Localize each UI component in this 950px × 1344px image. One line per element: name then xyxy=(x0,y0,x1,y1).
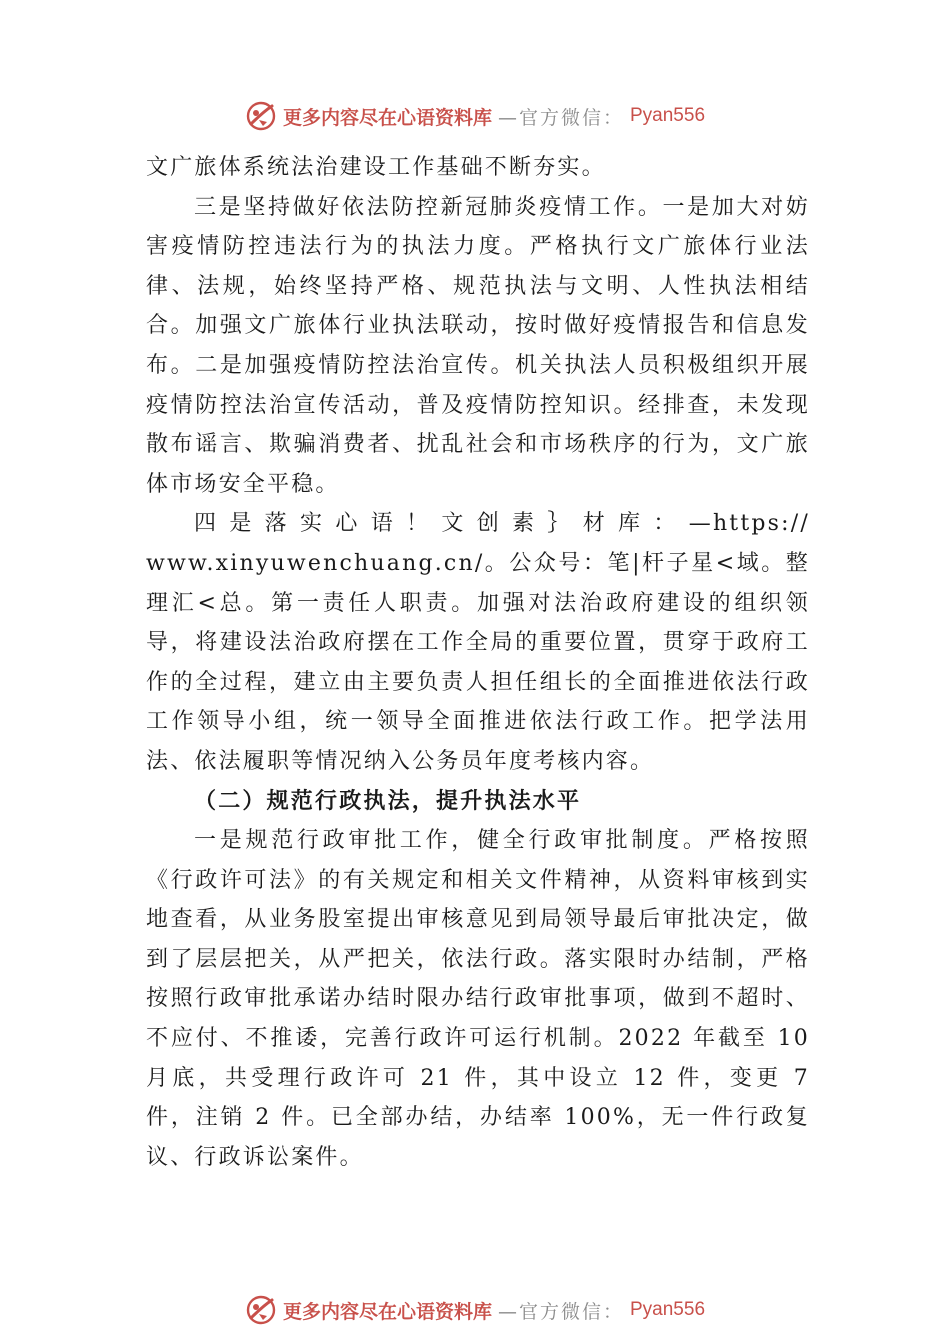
watermark-brand-text: 更多内容尽在心语资料库 xyxy=(282,1300,492,1323)
paragraph-epidemic-law: 三是坚持做好依法防控新冠肺炎疫情工作。一是加大对妨害疫情防控违法行为的执法力度。严格执行文广旅体行业法律、法规，始终坚持严格、规范执法与文明、人性执法相结合。加强文广旅体行业执法联动，按时做好疫情报告和信息发布。二是加强疫情防控法治宣传。机关执法人员积极组织开展疫情防控法治宣传活动，普及疫情防控知识。经排查，未发现散布谣言、欺骗消费者、扰乱社会和市场秩序的行为，文广旅体市场安全平稳。 xyxy=(146,194,810,497)
paragraph-responsibility: www.xinyuwenchuang.cn/。公众号：笔|杆子星<域。整理汇<总。第一责任人职责。加强对法治政府建设的组织领导，将建设法治政府摆在工作全局的重要位置，贯穿于政府工作的全过程，建立由主要负责人担任组长的全面推进依法行政工作领导小组，统一领导全面推进依法行政工作。把学法用法、依法履职等情况纳入公务员年度考核内容。 xyxy=(146,550,810,774)
paragraph-continuation: 文广旅体系统法治建设工作基础不断夯实。 xyxy=(146,155,606,180)
watermark-brand-text: 更多内容尽在心语资料库 xyxy=(282,106,492,129)
paragraph-administrative-approval: 一是规范行政审批工作，健全行政审批制度。严格按照《行政许可法》的有关规定和相关文件精神，从资料审核到实地查看，从业务股室提出审核意见到局领导最后审批决定，做到了层层把关，从严把关，依法行政。落实限时办结制，严格按照行政审批承诺办结时限办结行政审批事项，做到不超时、不应付、不推诿，完善行政许可运行机制。2022 年截至 10 月底，共受理行政许可 21 件，其中设立 12 件，变更 7 件，注销 2 件。已全部办结，办结率 100%，无一件行政复议、行政诉讼案件。 xyxy=(146,828,810,1170)
document-body xyxy=(146,148,810,1177)
brush-logo-icon xyxy=(245,1294,277,1326)
section-heading: （二）规范行政执法，提升执法水平 xyxy=(194,787,582,814)
watermark-wechat-id: Pyan556 xyxy=(630,105,706,126)
header-watermark xyxy=(0,96,950,136)
watermark-wechat-id: Pyan556 xyxy=(630,1299,706,1320)
watermark-wechat-label: —官方微信： xyxy=(497,1300,624,1323)
watermark-wechat-label: —官方微信： xyxy=(497,106,624,129)
paragraph-responsibility-line1: 四是落实心语！文创素｝材库：—https:// xyxy=(194,511,810,537)
brush-logo-icon xyxy=(245,100,277,132)
footer-watermark xyxy=(0,1290,950,1330)
